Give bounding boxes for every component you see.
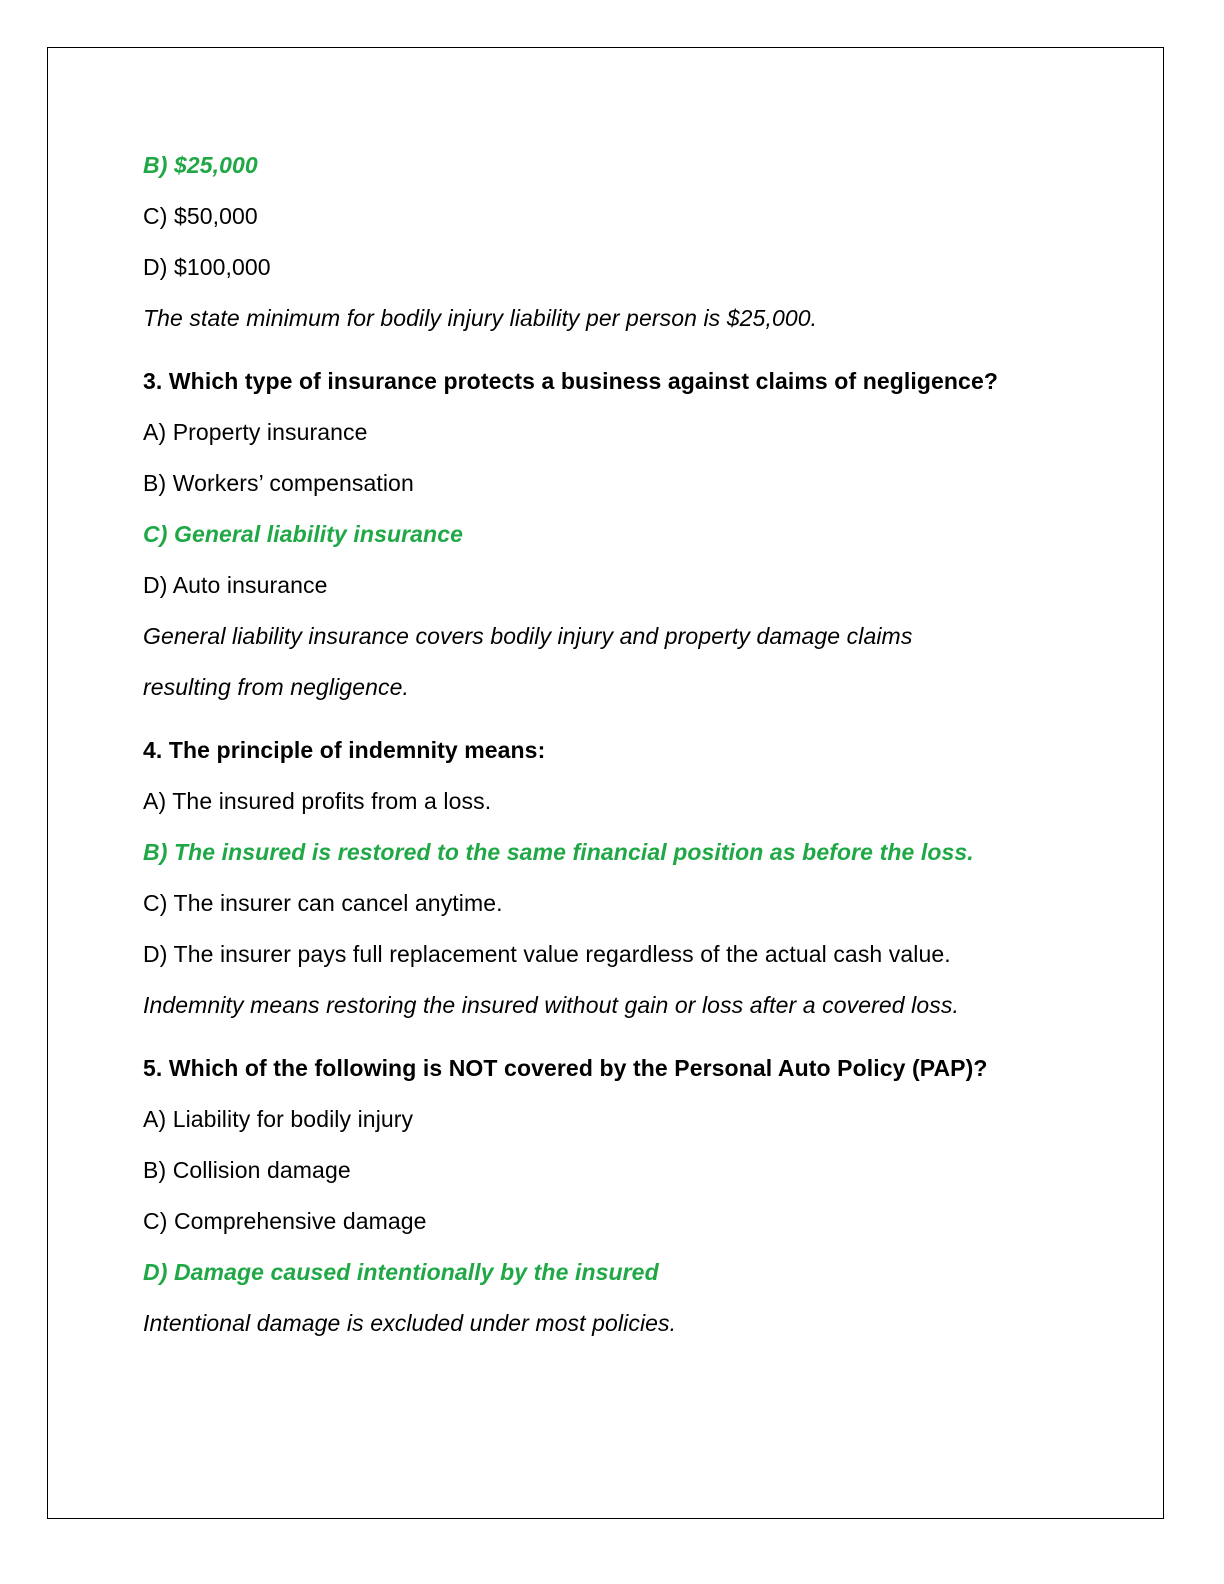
q4-option-d: D) The insurer pays full replacement value regardless of the actual cash value. xyxy=(143,941,951,967)
q3-option-d: D) Auto insurance xyxy=(143,572,328,598)
q2-explanation: The state minimum for bodily injury liability per person is $25,000. xyxy=(143,305,818,331)
q2-option-b-correct: B) $25,000 xyxy=(143,152,258,178)
q3-explanation-line-2: resulting from negligence. xyxy=(143,674,409,700)
q4-option-c: C) The insurer can cancel anytime. xyxy=(143,890,503,916)
q5-option-c: C) Comprehensive damage xyxy=(143,1208,427,1234)
q3-option-c-correct: C) General liability insurance xyxy=(143,521,463,547)
q2-option-c: C) $50,000 xyxy=(143,203,258,229)
q2-option-d: D) $100,000 xyxy=(143,254,271,280)
q4-question: 4. The principle of indemnity means: xyxy=(143,737,546,763)
q4-option-a: A) The insured profits from a loss. xyxy=(143,788,492,814)
document-content xyxy=(143,140,1103,1349)
q3-option-a: A) Property insurance xyxy=(143,419,368,445)
q5-explanation: Intentional damage is excluded under most policies. xyxy=(143,1310,677,1336)
q4-option-b-correct: B) The insured is restored to the same financial position as before the loss. xyxy=(143,839,974,865)
q3-question: 3. Which type of insurance protects a business against claims of negligence? xyxy=(143,368,998,394)
q5-question: 5. Which of the following is NOT covered by the Personal Auto Policy (PAP)? xyxy=(143,1055,988,1081)
q5-option-a: A) Liability for bodily injury xyxy=(143,1106,414,1132)
q5-option-b: B) Collision damage xyxy=(143,1157,351,1183)
q4-explanation: Indemnity means restoring the insured without gain or loss after a covered loss. xyxy=(143,992,959,1018)
q5-option-d-correct: D) Damage caused intentionally by the insured xyxy=(143,1259,659,1285)
q3-explanation-line-1: General liability insurance covers bodily injury and property damage claims xyxy=(143,623,913,649)
q3-option-b: B) Workers’ compensation xyxy=(143,470,414,496)
